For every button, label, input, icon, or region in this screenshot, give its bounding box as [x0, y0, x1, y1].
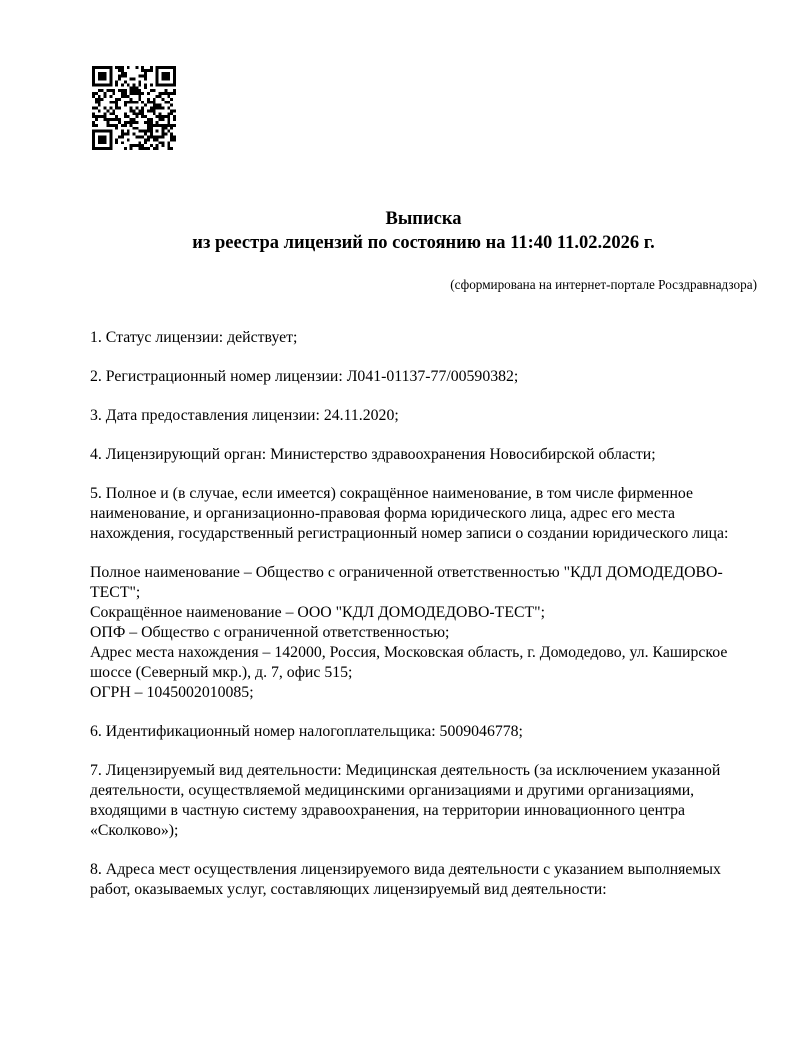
entity-short-name: Сокращённое наименование – ООО "КДЛ ДОМОДЕДОВО-ТЕСТ"; — [90, 604, 545, 621]
item-license-status: 1. Статус лицензии: действует; — [90, 329, 298, 346]
entity-address: Адрес места нахождения – 142000, Россия, Московская область, г. Домодедово, ул. Каширское шоссе (Северный мкр.), д. 7, офис 515; — [90, 644, 728, 681]
item-activity-addresses: 8. Адреса мест осуществления лицензируемого вида деятельности с указанием выполняемых работ, оказываемых услуг, составляющих лицензируемый вид деятельности: — [90, 861, 721, 898]
formation-note: (сформирована на интернет-портале Росздравнадзора) — [450, 277, 757, 292]
document-title — [90, 207, 757, 255]
entity-full-name: Полное наименование – Общество с ограниченной ответственностью "КДЛ ДОМОДЕДОВО-ТЕСТ"; — [90, 564, 723, 601]
item-taxpayer-number: 6. Идентификационный номер налогоплательщика: 5009046778; — [90, 723, 523, 740]
item-licensed-activity: 7. Лицензируемый вид деятельности: Медицинская деятельность (за исключением указанной деятельности, осуществляемой медицинскими организациями и другими организациями, входящими в частную систему здравоохранения, на территории инновационного центра «Сколково»); — [90, 762, 721, 839]
title-line-2: из реестра лицензий по состоянию на 11:40 11.02.2026 г. — [192, 233, 655, 253]
item-entity-heading: 5. Полное и (в случае, если имеется) сокращённое наименование, в том числе фирменное наименование, и организационно-правовая форма юридического лица, адрес его места нахождения, государственный регистрационный номер записи о создании юридического лица: — [90, 485, 729, 542]
item-registration-number: 2. Регистрационный номер лицензии: Л041-01137-77/00590382; — [90, 368, 519, 385]
entity-ogrn: ОГРН – 1045002010085; — [90, 684, 254, 701]
qr-code — [92, 66, 176, 150]
document-body — [90, 328, 757, 900]
entity-opf: ОПФ – Общество с ограниченной ответственностью; — [90, 624, 450, 641]
qr-code-svg — [92, 66, 176, 150]
document-content — [90, 207, 757, 919]
item-grant-date: 3. Дата предоставления лицензии: 24.11.2020; — [90, 407, 399, 424]
title-line-1: Выписка — [385, 209, 462, 229]
entity-details — [90, 563, 757, 703]
item-licensing-authority: 4. Лицензирующий орган: Министерство здравоохранения Новосибирской области; — [90, 446, 656, 463]
